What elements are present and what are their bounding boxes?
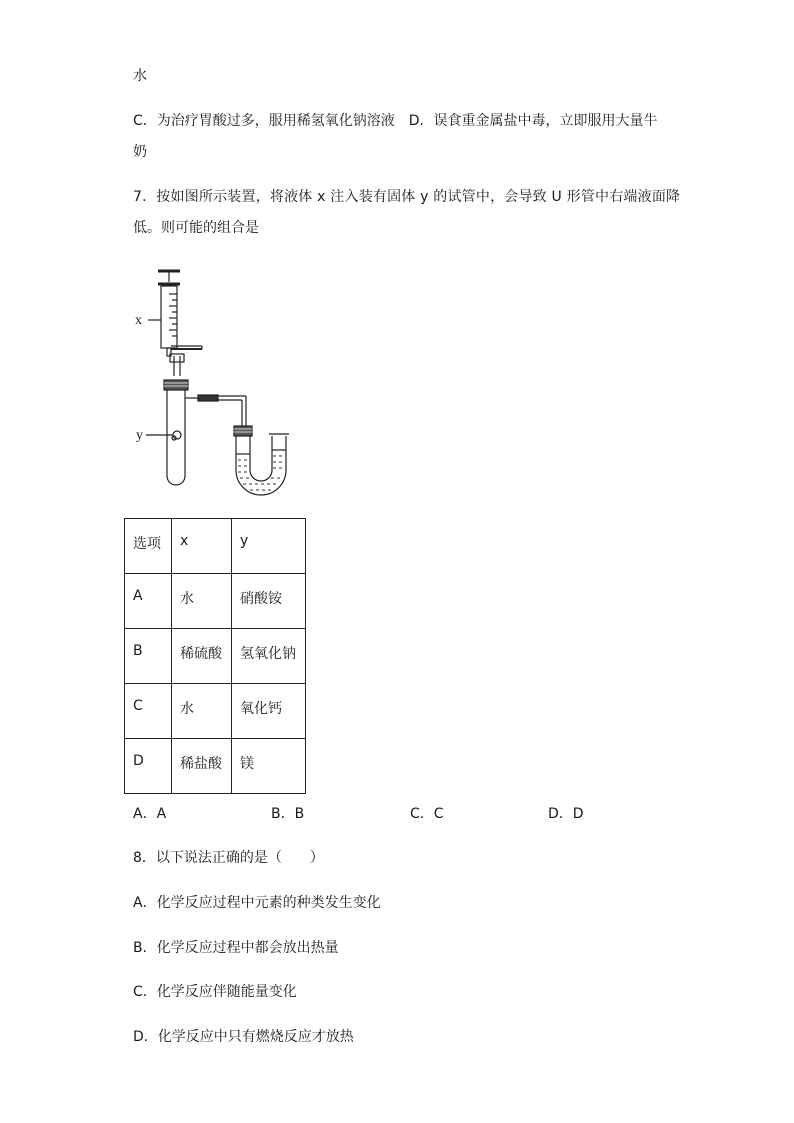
table-cell: 氧化钙 (232, 684, 306, 739)
q7-options-table (124, 518, 306, 794)
q8-option-b[interactable]: B．化学反应过程中都会放出热量 (133, 940, 339, 956)
q8-option-d[interactable]: D．化学反应中只有燃烧反应才放热 (133, 1029, 354, 1045)
q8-stem: 8．以下说法正确的是（ ） (133, 850, 324, 866)
figure-label-y: y (136, 428, 143, 443)
table-cell: A (125, 574, 172, 629)
table-row (125, 574, 306, 629)
prev-option-c (133, 111, 658, 131)
table-row (125, 684, 306, 739)
table-cell: 水 (172, 684, 232, 739)
table-row (125, 629, 306, 684)
table-cell: 水 (172, 574, 232, 629)
q7-choice-a[interactable]: A．A (133, 806, 167, 822)
table-cell: 稀盐酸 (172, 739, 232, 794)
q7-choice-c[interactable]: C．C (410, 806, 444, 822)
table-cell: 稀硫酸 (172, 629, 232, 684)
prev-option-d-text: D．误食重金属盐中毒，立即服用大量牛 (408, 113, 658, 129)
prev-option-c-text: C．为治疗胃酸过多，服用稀氢氧化钠溶液 (133, 113, 395, 129)
q7-stem-line1: 7．按如图所示装置，将液体 x 注入装有固体 y 的试管中，会导致 U 形管中右端液面降 (133, 189, 681, 205)
table-cell: 镁 (232, 739, 306, 794)
table-header-cell: y (232, 519, 306, 574)
q7-stem-line2: 低。则可能的组合是 (133, 220, 259, 236)
table-cell: B (125, 629, 172, 684)
table-cell: D (125, 739, 172, 794)
table-header-cell: x (172, 519, 232, 574)
q7-choice-b[interactable]: B．B (271, 806, 305, 822)
q8-option-c[interactable]: C．化学反应伴随能量变化 (133, 984, 297, 1000)
apparatus-figure (128, 264, 308, 500)
prev-question-text: 水 (133, 68, 147, 84)
q8-option-a[interactable]: A．化学反应过程中元素的种类发生变化 (133, 895, 381, 911)
table-cell: 硝酸铵 (232, 574, 306, 629)
prev-option-d-cont: 奶 (133, 144, 147, 160)
table-row (125, 739, 306, 794)
q7-choice-d[interactable]: D．D (548, 806, 584, 822)
table-header-row (125, 519, 306, 574)
table-cell: 氢氧化钠 (232, 629, 306, 684)
figure-label-x: x (135, 313, 142, 328)
table-header-cell: 选项 (125, 519, 172, 574)
table-cell: C (125, 684, 172, 739)
